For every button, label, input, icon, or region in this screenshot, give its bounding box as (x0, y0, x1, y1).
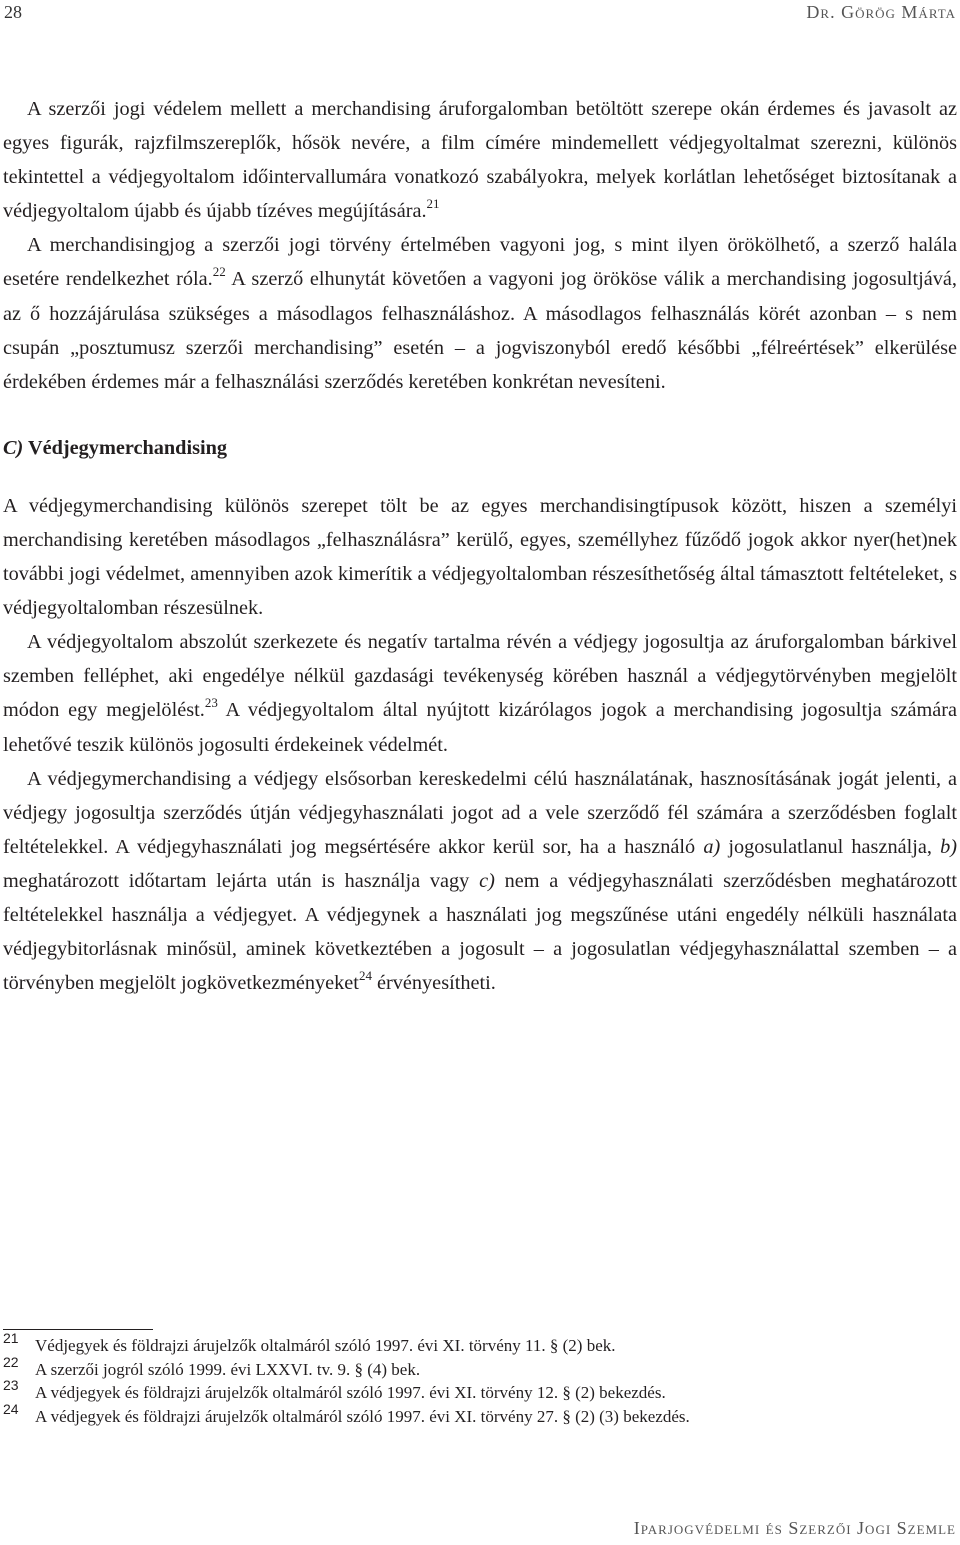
footnote-ref-22[interactable]: 22 (212, 264, 226, 280)
footnote-number: 21 (3, 1330, 19, 1346)
footnotes (3, 1329, 943, 1428)
footnote-ref-23[interactable]: 23 (204, 695, 218, 711)
footnote-ref-21[interactable]: 21 (426, 196, 440, 212)
paragraph: A védjegymerchandising különös szerepet tölt be az egyes merchandisingtípusok között, hiszen a személyi merchandising keretében másodlagos „felhasználásra” kerülő, egyes, személlyhez fűződő jogok akkor nyer(het)nek további jogi védelmet, amennyiben azok kimerítik a védjegyoltalomban részesíthetőség által támasztott feltételeket, s védjegyoltalomban részesülnek. (3, 494, 957, 620)
page-header (0, 0, 960, 24)
paragraph: A védjegymerchandising a védjegy elsősorban kereskedelmi célú használatának, hasznosításának jogát jelenti, a védjegy jogosultja szerződés útján védjegyhasználati jogot ad a vele szerződő fél számára a szerződésben foglalt feltételekkel. A védjegyhasználati jog megsértésére akkor kerül sor, ha a használó a) jogosulatlanul használja, b) meghatározott időtartam lejárta után is használja vagy c) nem a védjegyhasználati szerződésben meghatározott feltételekkel használja a védjegyet. A védjegynek a használati jog megszűnése utáni engedély nélküli használata védjegybitorlásnak minősül, aminek következtében a jogosult – a jogosulatlan védjegyhasználattal szemben – a törvényben megjelölt jogkövetkezményeket$^{24}$ érvényesítheti. (3, 767, 957, 995)
section-heading (3, 431, 957, 465)
footnote-number: 24 (3, 1400, 19, 1417)
footnote-number: 23 (3, 1377, 19, 1393)
running-head-author: Dr. Görög Márta (806, 2, 956, 22)
footnote-ref-24[interactable]: 24 (358, 968, 372, 984)
footnote-text: Védjegyek és földrajzi árujelzők oltalmáról szóló 1997. évi XI. törvény 11. § (2) bek. (35, 1336, 616, 1355)
footnote-item (3, 1353, 943, 1382)
footnote-item (3, 1400, 943, 1429)
footnote-text: A védjegyek és földrajzi árujelzők oltalmáról szóló 1997. évi XI. törvény 12. § (2) bekezdés. (35, 1383, 666, 1402)
footnote-text: A szerzői jogról szóló 1999. évi LXXVI. tv. 9. § (4) bek. (35, 1359, 421, 1379)
page-number: 28 (4, 2, 22, 22)
running-footer-journal: Iparjogvédelmi és Szerzői Jogi Szemle (633, 1518, 956, 1538)
paragraph: A szerzői jogi védelem mellett a merchandising áruforgalomban betöltött szerepe okán érdemes és javasolt az egyes figurák, rajzfilmszereplők, hősök nevére, a film címére mindemellett védjegyoltalmat szerezni, különös tekintettel a védjegyoltalom időintervallumára vonatkozó szabályokra, melyek korlátlan lehetőséget biztosítanak a védjegyoltalom újabb és újabb tízéves megújítására.$^{21}$ (3, 98, 957, 223)
body-text (3, 92, 957, 1000)
paragraph: A merchandisingjog a szerzői jogi törvény értelmében vagyoni jog, s mint ilyen örökölhető, a szerző halála esetére rendelkezhet róla.$^{22}$ A szerző elhunytát követően a vagyoni jog örököse válik a merchandising jogosultjává, az ő hozzájárulása szükséges a másodlagos felhasználáshoz. A másodlagos felhasználás körét azonban – s nem csupán „posztumusz szerzői merchandising” esetén – a jogviszonyból eredő későbbi „félreértések” elkerülése érdekében érdemes már a felhasználási szerződés keretében konkrétan nevesíteni. (3, 234, 957, 393)
footnote-text: A védjegyek és földrajzi árujelzők oltalmáról szóló 1997. évi XI. törvény 27. § (2) (3) bekezdés. (35, 1406, 690, 1426)
footnote-divider (3, 1329, 153, 1330)
footnote-number: 22 (3, 1353, 19, 1370)
footnote-item (3, 1377, 943, 1405)
section-letter: C) (3, 436, 24, 459)
footnote-item (3, 1330, 943, 1358)
section-title: Védjegymerchandising (23, 436, 228, 459)
paragraph: A védjegyoltalom abszolút szerkezete és negatív tartalma révén a védjegy jogosultja az áruforgalomban bárkivel szemben felléphet, aki engedélye nélkül gazdasági tevékenység körében használ a védjegytörvényben megjelölt módon egy megjelölést.$^{23}$ A védjegyoltalom által nyújtott kizárólagos jogok a merchandising jogosultja számára lehetővé teszik különös jogosulti érdekeinek védelmét. (3, 631, 957, 756)
